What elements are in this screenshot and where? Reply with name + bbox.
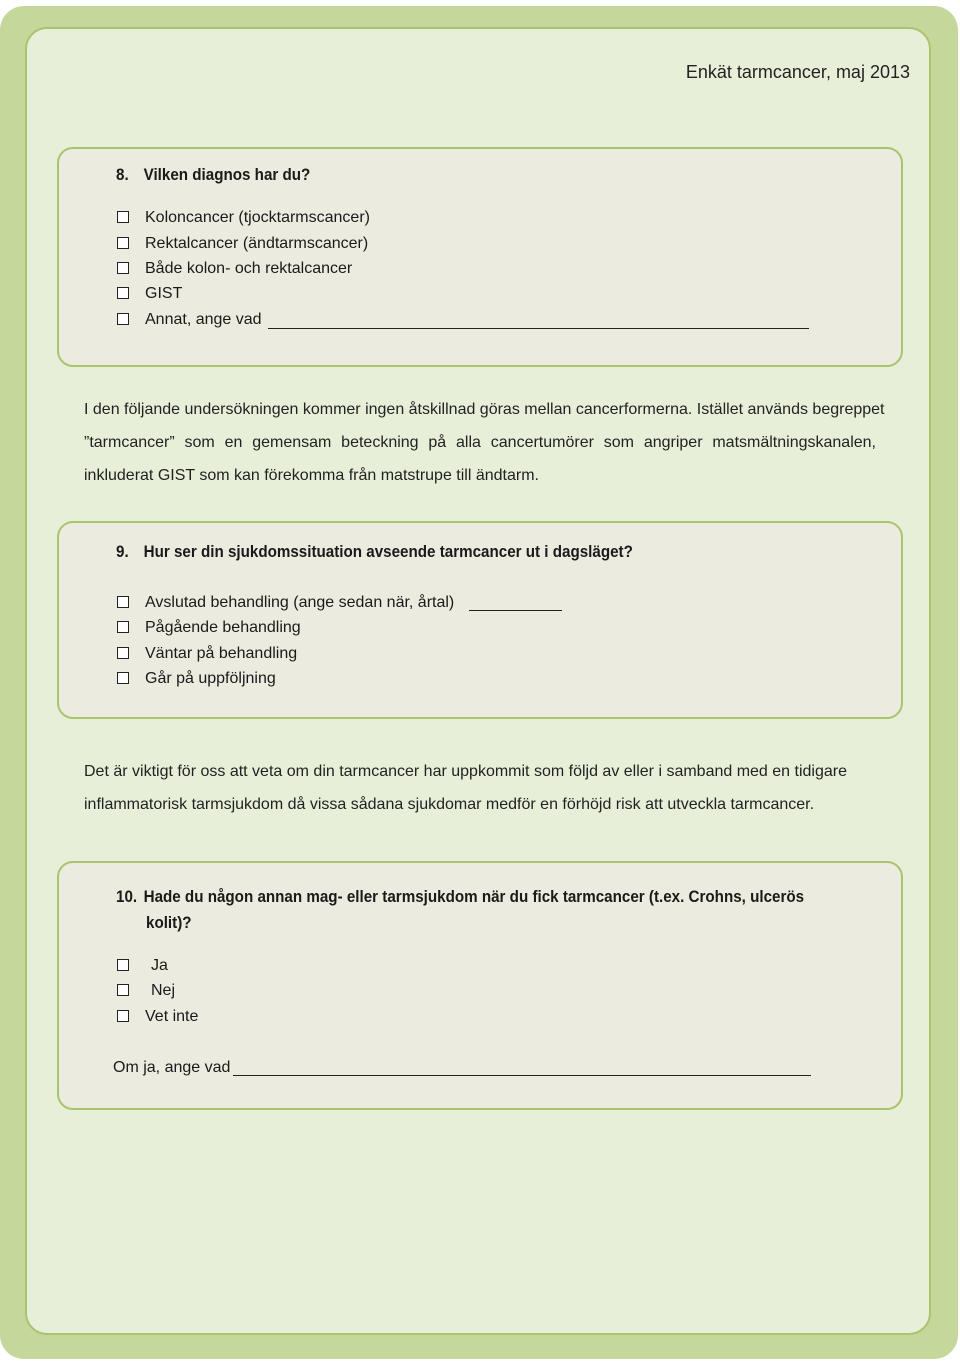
paragraph-line: ”tarmcancer” som en gemensam beteckning på alla cancertumörer som angriper matsmältningskanalen, — [84, 434, 876, 451]
info-paragraph-2 — [84, 755, 876, 821]
option-label: Ja — [151, 957, 168, 974]
question-text: Hade du någon annan mag- eller tarmsjukdom när du fick tarmcancer (t.ex. Crohns, ulcerös — [143, 888, 805, 906]
checkbox[interactable] — [117, 596, 129, 608]
option-label: Väntar på behandling — [145, 645, 298, 662]
checkbox[interactable] — [117, 959, 129, 971]
question-10-title-line2 — [146, 914, 192, 933]
question-number: 10. — [116, 888, 138, 906]
checkbox[interactable] — [117, 211, 129, 223]
option-label: GIST — [145, 285, 183, 302]
survey-title: Enkät tarmcancer, maj 2013 — [685, 62, 910, 82]
option-label: Pågående behandling — [145, 619, 301, 636]
question-text: Hur ser din sjukdomssituation avseende tarmcancer ut i dagsläget? — [143, 543, 633, 561]
paragraph-line: Det är viktigt för oss att veta om din tarmcancer har uppkommit som följd av eller i samband med en tidigare — [84, 763, 847, 780]
option-label: Koloncancer (tjocktarmscancer) — [145, 209, 370, 226]
q8-annat-text-line[interactable] — [268, 328, 809, 329]
option-label: Annat, ange vad — [145, 311, 262, 328]
option-label: Rektalcancer (ändtarmscancer) — [145, 235, 369, 252]
info-paragraph-1 — [84, 393, 885, 492]
question-text: kolit)? — [146, 914, 192, 932]
checkbox[interactable] — [117, 647, 129, 659]
checkbox[interactable] — [117, 262, 129, 274]
checkbox[interactable] — [117, 1010, 129, 1022]
question-number: 8. — [116, 166, 129, 184]
option-label: Nej — [151, 982, 176, 999]
checkbox[interactable] — [117, 984, 129, 996]
checkbox[interactable] — [117, 287, 129, 299]
checkbox[interactable] — [117, 621, 129, 633]
q10-followup-text-line[interactable] — [233, 1075, 811, 1076]
question-number: 9. — [116, 543, 129, 561]
q9-year-text-line[interactable] — [469, 610, 562, 611]
question-text: Vilken diagnos har du? — [143, 166, 311, 184]
checkbox[interactable] — [117, 313, 129, 325]
checkbox[interactable] — [117, 237, 129, 249]
paragraph-line: I den följande undersökningen kommer ingen åtskillnad göras mellan cancerformerna. Istället används begreppet — [84, 401, 885, 418]
followup-label-text: Om ja, ange vad — [113, 1059, 231, 1076]
checkbox[interactable] — [117, 672, 129, 684]
q10-followup-label — [113, 1058, 230, 1078]
option-label: Både kolon- och rektalcancer — [145, 260, 353, 277]
option-label: Vet inte — [145, 1008, 199, 1025]
paragraph-line: inkluderat GIST som kan förekomma från matstrupe till ändtarm. — [84, 467, 539, 484]
option-label: Går på uppföljning — [145, 670, 276, 687]
paragraph-line: inflammatorisk tarmsjukdom då vissa sådana sjukdomar medför en förhöjd risk att utveckla tarmcancer. — [84, 796, 815, 813]
option-label: Avslutad behandling (ange sedan när, årtal) — [145, 594, 455, 611]
